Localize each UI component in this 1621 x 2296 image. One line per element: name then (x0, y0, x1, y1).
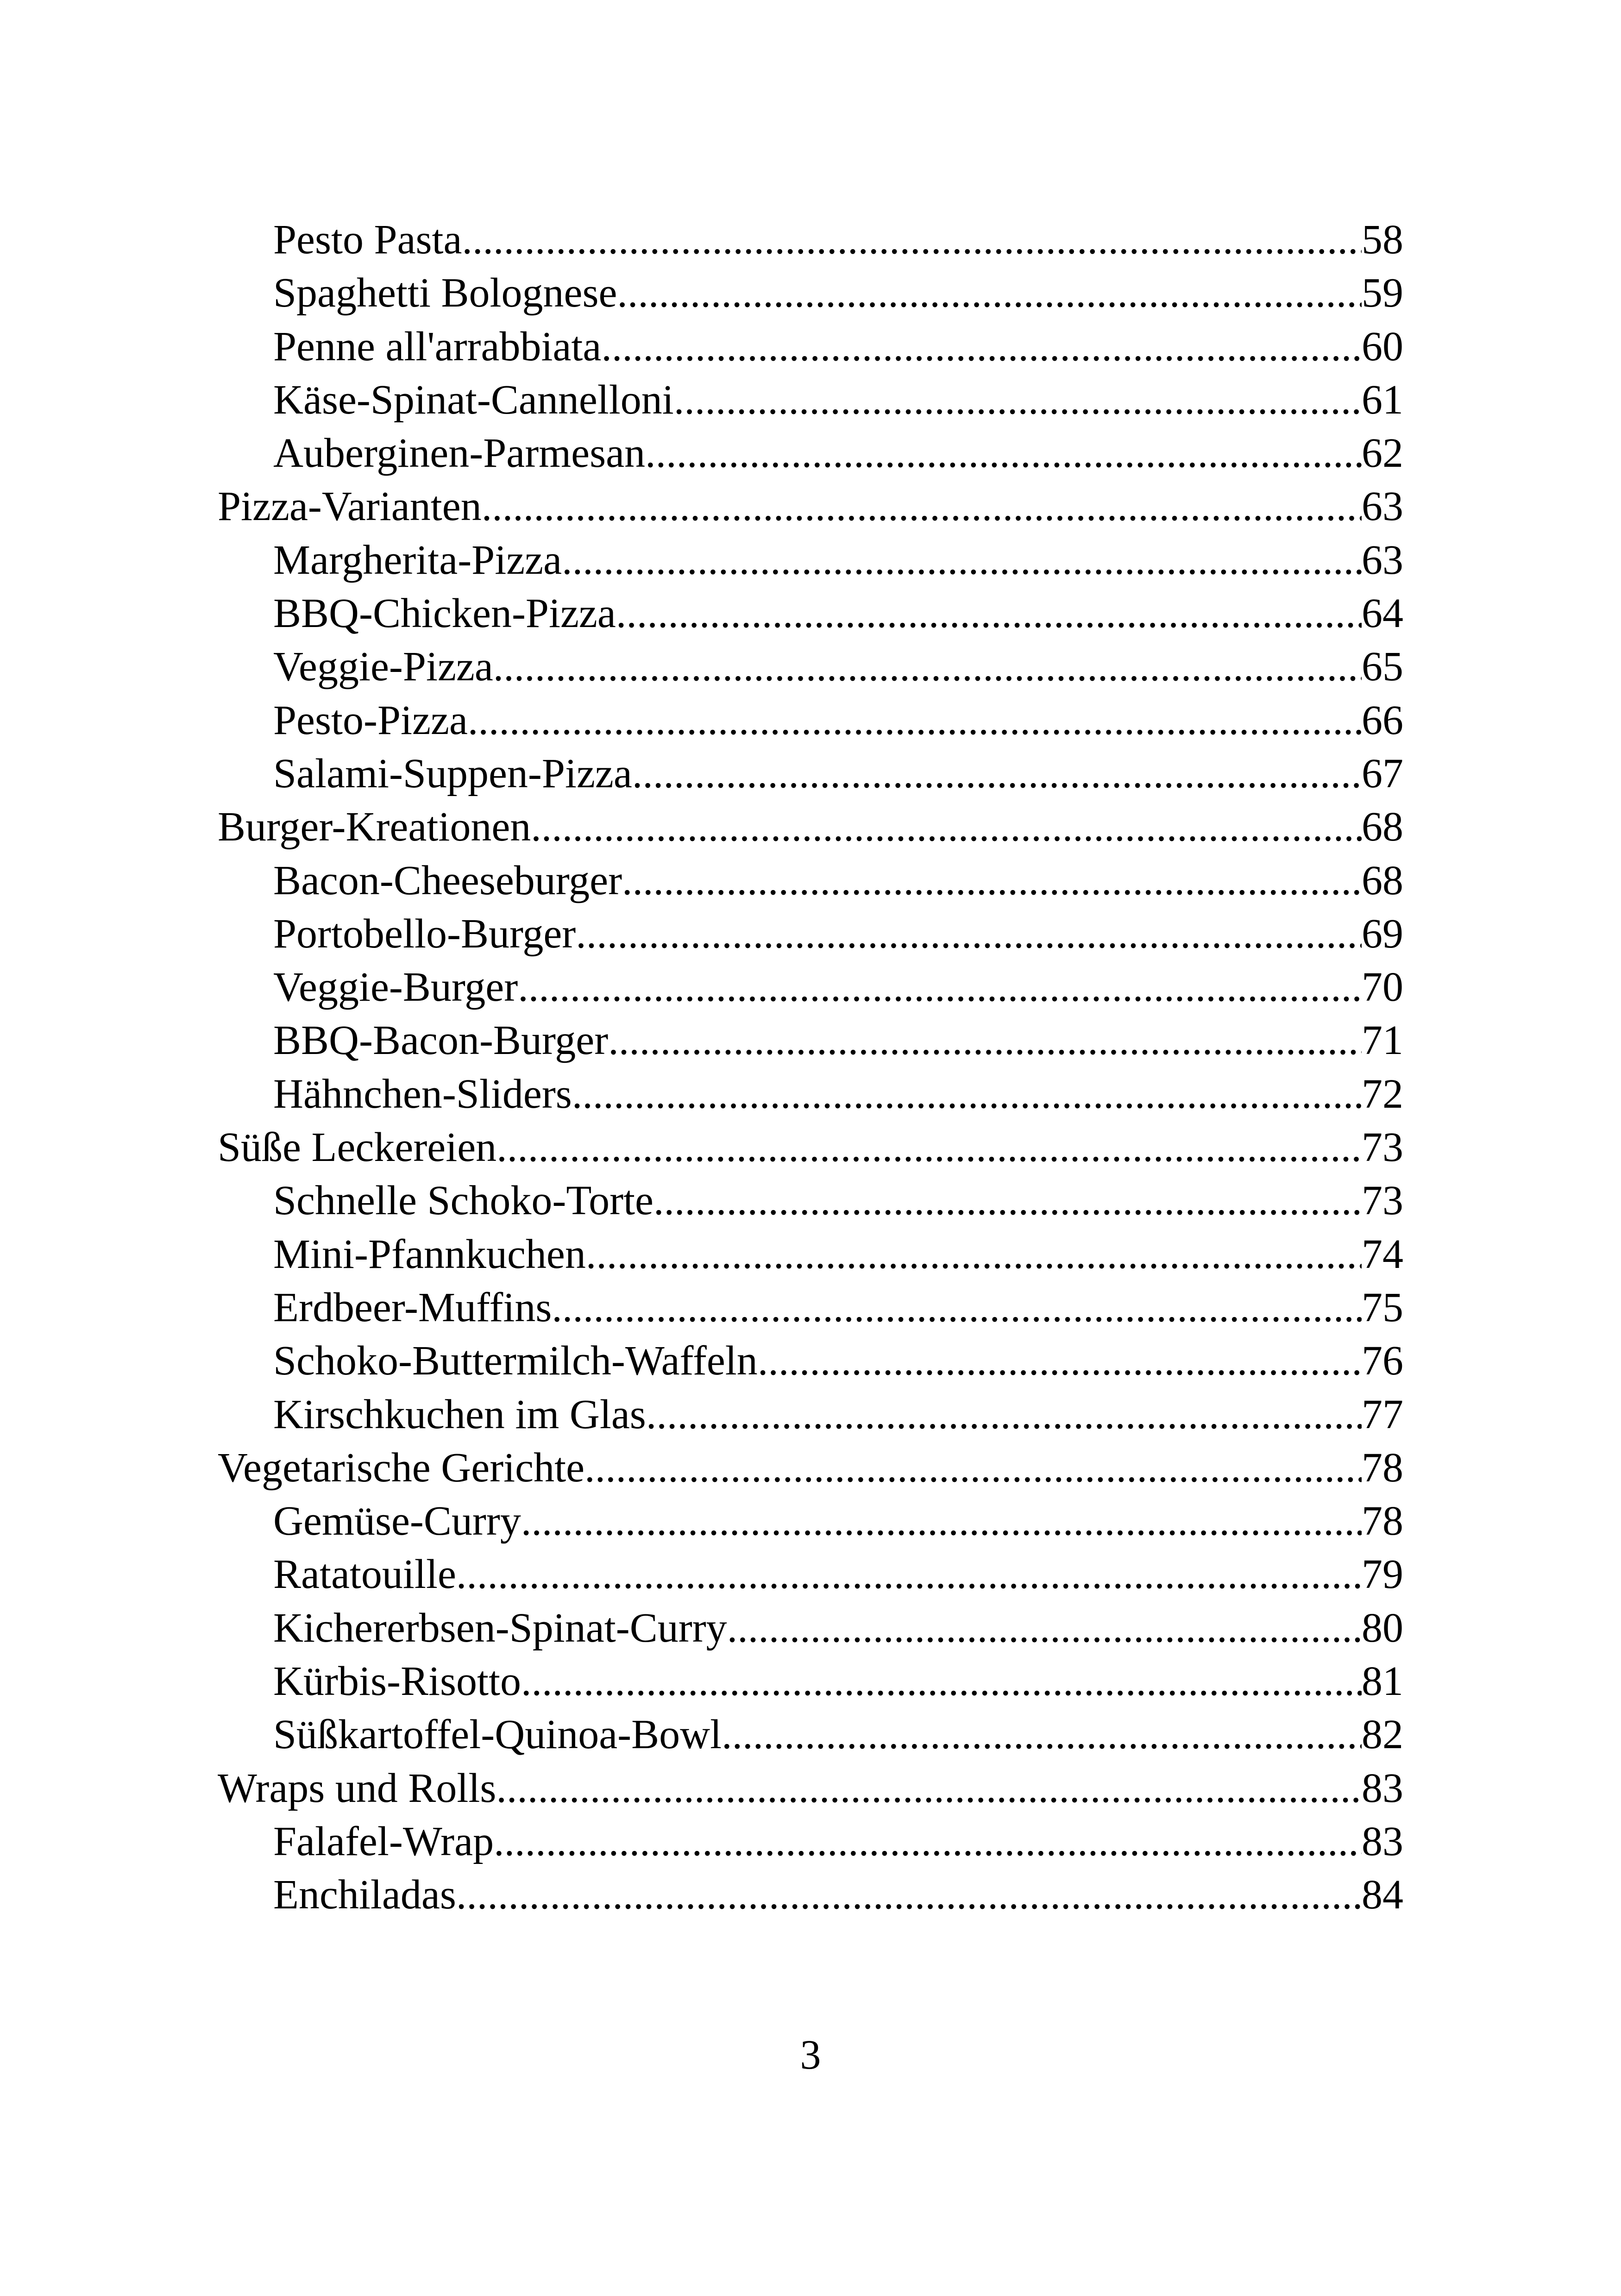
toc-entry-title: Vegetarische Gerichte (218, 1444, 585, 1491)
toc-entry-title: Kirschkuchen im Glas (273, 1391, 646, 1437)
toc-entry-page: 76 (1362, 1338, 1403, 1384)
toc-entry-page: 69 (1362, 910, 1403, 957)
toc-entry-title: Veggie-Burger (273, 964, 518, 1010)
toc-subsection-entry (218, 747, 1403, 800)
toc-entry-title: Penne all'arrabbiata (273, 323, 602, 370)
toc-entry-title: Ratatouille (273, 1551, 456, 1598)
toc-entry-page: 78 (1362, 1498, 1403, 1544)
toc-dot-leader (653, 1174, 1362, 1227)
toc-entry-title: Bacon-Cheeseburger (273, 857, 622, 903)
toc-entry-page: 82 (1362, 1712, 1403, 1758)
toc-subsection-entry (218, 1548, 1403, 1601)
toc-dot-leader (496, 1762, 1362, 1815)
toc-dot-leader (632, 747, 1362, 800)
toc-dot-leader (576, 907, 1362, 960)
toc-entry-page: 60 (1362, 323, 1403, 370)
toc-entry-title: Falafel-Wrap (273, 1818, 494, 1864)
toc-subsection-entry (218, 266, 1403, 320)
toc-entry-title: Enchiladas (273, 1872, 456, 1918)
toc-entry-title: BBQ-Chicken-Pizza (273, 590, 616, 637)
page-number: 3 (800, 2032, 821, 2078)
toc-entry-page: 83 (1362, 1818, 1403, 1864)
toc-subsection-entry (218, 1708, 1403, 1761)
toc-entry-title: Pesto-Pizza (273, 697, 468, 743)
toc-entry-title: Kichererbsen-Spinat-Curry (273, 1605, 727, 1651)
toc-dot-leader (531, 800, 1362, 853)
toc-entry-page: 75 (1362, 1284, 1403, 1330)
toc-section-entry (218, 1121, 1403, 1174)
toc-dot-leader (758, 1334, 1362, 1387)
toc-dot-leader (616, 587, 1362, 640)
toc-entry-page: 59 (1362, 270, 1403, 316)
toc-subsection-entry (218, 640, 1403, 693)
toc-subsection-entry (218, 1067, 1403, 1121)
toc-dot-leader (518, 960, 1362, 1014)
toc-subsection-entry (218, 1388, 1403, 1441)
toc-entry-title: Käse-Spinat-Cannelloni (273, 376, 674, 423)
toc-section-entry (218, 1441, 1403, 1494)
toc-dot-leader (622, 854, 1362, 907)
toc-entry-title: Gemüse-Curry (273, 1498, 521, 1544)
toc-entry-title: Schoko-Buttermilch-Waffeln (273, 1338, 758, 1384)
toc-section-entry (218, 480, 1403, 533)
toc-entry-page: 67 (1362, 750, 1403, 797)
toc-entry-page: 79 (1362, 1551, 1403, 1598)
toc-dot-leader (617, 266, 1362, 320)
toc-dot-leader (521, 1494, 1362, 1548)
toc-dot-leader (584, 1441, 1362, 1494)
table-of-contents (218, 213, 1403, 1922)
toc-entry-page: 66 (1362, 697, 1403, 743)
toc-entry-page: 58 (1362, 217, 1403, 263)
toc-entry-title: Pesto Pasta (273, 217, 462, 263)
toc-entry-page: 68 (1362, 804, 1403, 850)
toc-dot-leader (482, 480, 1362, 533)
toc-dot-leader (645, 427, 1362, 480)
toc-entry-page: 72 (1362, 1071, 1403, 1117)
toc-entry-page: 73 (1362, 1124, 1403, 1171)
toc-dot-leader (456, 1548, 1362, 1601)
toc-entry-title: Burger-Kreationen (218, 804, 531, 850)
toc-entry-page: 68 (1362, 857, 1403, 903)
toc-subsection-entry (218, 533, 1403, 587)
toc-subsection-entry (218, 587, 1403, 640)
toc-entry-title: Mini-Pfannkuchen (273, 1231, 586, 1277)
toc-entry-title: Wraps und Rolls (218, 1765, 496, 1811)
toc-entry-page: 78 (1362, 1444, 1403, 1491)
toc-subsection-entry (218, 854, 1403, 907)
toc-entry-title: Salami-Suppen-Pizza (273, 750, 632, 797)
toc-subsection-entry (218, 694, 1403, 747)
toc-subsection-entry (218, 373, 1403, 427)
toc-subsection-entry (218, 960, 1403, 1014)
toc-entry-page: 64 (1362, 590, 1403, 637)
toc-entry-page: 62 (1362, 430, 1403, 477)
toc-entry-page: 61 (1362, 376, 1403, 423)
toc-subsection-entry (218, 1868, 1403, 1921)
toc-dot-leader (468, 694, 1362, 747)
toc-subsection-entry (218, 1014, 1403, 1067)
toc-subsection-entry (218, 1228, 1403, 1281)
toc-entry-page: 81 (1362, 1658, 1403, 1705)
toc-dot-leader (462, 213, 1362, 266)
toc-entry-title: Auberginen-Parmesan (273, 430, 646, 477)
toc-dot-leader (494, 1815, 1362, 1868)
toc-entry-page: 80 (1362, 1605, 1403, 1651)
toc-entry-title: Süßkartoffel-Quinoa-Bowl (273, 1712, 722, 1758)
toc-entry-page: 63 (1362, 537, 1403, 583)
toc-entry-page: 65 (1362, 644, 1403, 690)
toc-entry-title: Erdbeer-Muffins (273, 1284, 552, 1330)
toc-dot-leader (601, 320, 1362, 373)
toc-entry-page: 73 (1362, 1178, 1403, 1224)
toc-dot-leader (562, 533, 1362, 587)
toc-entry-page: 74 (1362, 1231, 1403, 1277)
toc-entry-page: 71 (1362, 1017, 1403, 1064)
toc-dot-leader (608, 1014, 1362, 1067)
toc-dot-leader (727, 1601, 1362, 1655)
toc-dot-leader (493, 640, 1362, 693)
toc-entry-title: Süße Leckereien (218, 1124, 497, 1171)
toc-dot-leader (552, 1281, 1362, 1334)
toc-entry-title: Pizza-Varianten (218, 483, 482, 530)
toc-section-entry (218, 1762, 1403, 1815)
toc-dot-leader (521, 1655, 1362, 1708)
toc-entry-page: 83 (1362, 1765, 1403, 1811)
toc-subsection-entry (218, 427, 1403, 480)
toc-subsection-entry (218, 320, 1403, 373)
toc-subsection-entry (218, 1494, 1403, 1548)
toc-entry-title: Schnelle Schoko-Torte (273, 1178, 653, 1224)
toc-dot-leader (586, 1228, 1362, 1281)
toc-dot-leader (722, 1708, 1362, 1761)
toc-subsection-entry (218, 213, 1403, 266)
toc-dot-leader (456, 1868, 1362, 1921)
toc-entry-page: 70 (1362, 964, 1403, 1010)
toc-subsection-entry (218, 907, 1403, 960)
toc-dot-leader (572, 1067, 1362, 1121)
toc-dot-leader (646, 1388, 1362, 1441)
toc-entry-title: Spaghetti Bolognese (273, 270, 617, 316)
toc-dot-leader (674, 373, 1362, 427)
toc-subsection-entry (218, 1601, 1403, 1655)
toc-entry-page: 77 (1362, 1391, 1403, 1437)
toc-subsection-entry (218, 1334, 1403, 1387)
toc-section-entry (218, 800, 1403, 853)
toc-entry-title: Kürbis-Risotto (273, 1658, 521, 1705)
toc-subsection-entry (218, 1174, 1403, 1227)
toc-entry-page: 84 (1362, 1872, 1403, 1918)
toc-entry-title: Portobello-Burger (273, 910, 576, 957)
toc-dot-leader (496, 1121, 1362, 1174)
toc-entry-title: Hähnchen-Sliders (273, 1071, 572, 1117)
toc-entry-title: Veggie-Pizza (273, 644, 493, 690)
toc-entry-page: 63 (1362, 483, 1403, 530)
toc-entry-title: BBQ-Bacon-Burger (273, 1017, 609, 1064)
toc-subsection-entry (218, 1815, 1403, 1868)
toc-subsection-entry (218, 1281, 1403, 1334)
toc-subsection-entry (218, 1655, 1403, 1708)
toc-entry-title: Margherita-Pizza (273, 537, 562, 583)
